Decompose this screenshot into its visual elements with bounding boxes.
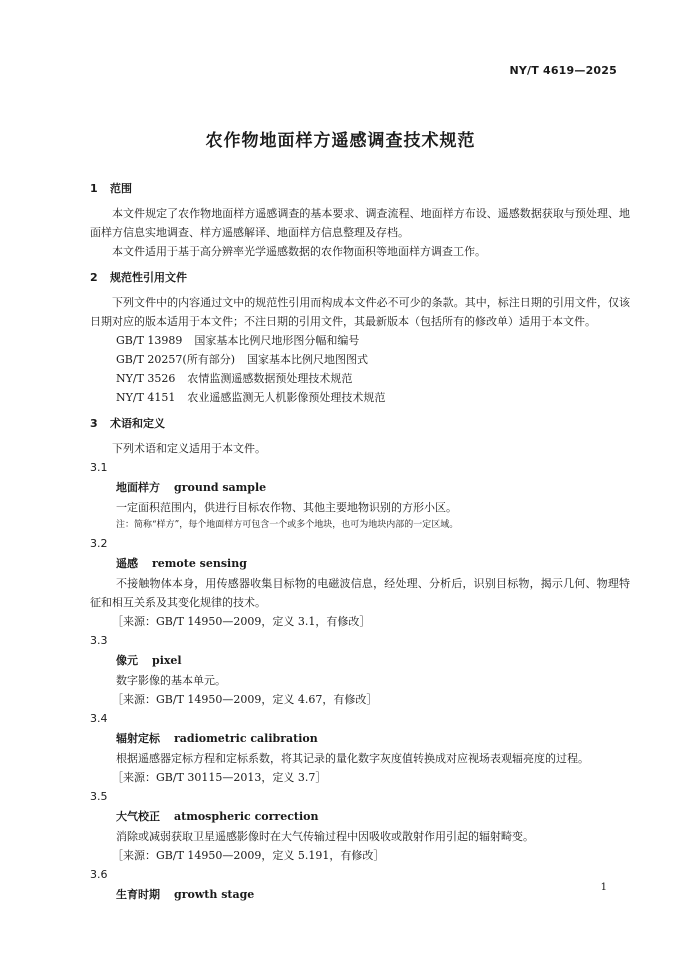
section-2-heading	[90, 267, 630, 289]
term-definition: 不接触物体本身，用传感器收集目标物的电磁波信息，经处理、分析后，识别目标物，揭示几何、物理特征和相互关系及其变化规律的技术。	[90, 577, 630, 609]
term-en: radiometric calibration	[174, 732, 318, 745]
section-3-intro: 下列术语和定义适用于本文件。	[112, 442, 266, 455]
document-body	[90, 178, 630, 905]
section-1-heading	[90, 178, 630, 200]
reference-title: 农业遥感监测无人机影像预处理技术规范	[187, 391, 386, 404]
term-heading	[90, 554, 630, 574]
term-number: 3.5	[90, 790, 108, 803]
term-source: ［来源：GB/T 30115—2013，定义 3.7］	[112, 771, 327, 784]
term-source: ［来源：GB/T 14950—2009，定义 3.1，有修改］	[112, 615, 371, 628]
reference-code: NY/T 4151	[116, 391, 176, 404]
term-heading	[90, 729, 630, 749]
term-source: ［来源：GB/T 14950—2009，定义 4.67，有修改］	[112, 693, 378, 706]
term-en: ground sample	[174, 481, 267, 494]
section-1-paragraph-1: 本文件规定了农作物地面样方遥感调查的基本要求、调查流程、地面样方布设、遥感数据获取与预处理、地面样方信息实地调查、样方遥感解译、地面样方信息整理及存档。	[90, 207, 630, 239]
reference-item	[90, 388, 630, 407]
term-zh: 地面样方	[116, 481, 160, 494]
term-zh: 生育时期	[116, 888, 160, 901]
term-heading	[90, 885, 630, 905]
section-title: 范围	[110, 182, 132, 195]
term-en: pixel	[152, 654, 182, 667]
term-zh: 大气校正	[116, 810, 160, 823]
term-definition: 数字影像的基本单元。	[116, 674, 226, 687]
term-definition: 根据遥感器定标方程和定标系数，将其记录的量化数字灰度值转换成对应视场表观辐亮度的过程。	[116, 752, 589, 765]
reference-title: 国家基本比例尺地图图式	[247, 353, 368, 366]
term-en: remote sensing	[152, 557, 247, 570]
term-note: 注：简称“样方”，每个地面样方可包含一个或多个地块，也可为地块内部的一定区域。	[116, 520, 459, 530]
term-definition: 一定面积范围内，供进行目标农作物、其他主要地物识别的方形小区。	[116, 501, 457, 514]
reference-item	[90, 331, 630, 350]
term-en: atmospheric correction	[174, 810, 319, 823]
term-zh: 像元	[116, 654, 138, 667]
reference-title: 农情监测遥感数据预处理技术规范	[187, 372, 353, 385]
reference-code: GB/T 13989	[116, 334, 183, 347]
section-3-heading	[90, 413, 630, 435]
term-number: 3.3	[90, 634, 108, 647]
section-number: 1	[90, 182, 98, 195]
reference-item	[90, 369, 630, 388]
term-heading	[90, 651, 630, 671]
term-heading	[90, 807, 630, 827]
reference-title: 国家基本比例尺地形图分幅和编号	[194, 334, 360, 347]
term-number: 3.1	[90, 461, 108, 474]
page-number: 1	[600, 882, 607, 893]
reference-code: GB/T 20257(所有部分)	[116, 353, 235, 366]
section-1-paragraph-2: 本文件适用于基于高分辨率光学遥感数据的农作物面积等地面样方调查工作。	[112, 245, 486, 258]
term-source: ［来源：GB/T 14950—2009，定义 5.191，有修改］	[112, 849, 385, 862]
document-title: 农作物地面样方遥感调查技术规范	[205, 131, 476, 151]
standard-code: NY/T 4619—2025	[509, 64, 617, 77]
term-zh: 辐射定标	[116, 732, 160, 745]
term-heading	[90, 478, 630, 498]
term-number: 3.4	[90, 712, 108, 725]
term-zh: 遥感	[116, 557, 138, 570]
section-2-paragraph-1: 下列文件中的内容通过文中的规范性引用而构成本文件必不可少的条款。其中，标注日期的引用文件，仅该日期对应的版本适用于本文件；不注日期的引用文件，其最新版本（包括所有的修改单）适用于本文件。	[90, 296, 630, 328]
section-number: 3	[90, 417, 98, 430]
section-number: 2	[90, 271, 98, 284]
section-title: 规范性引用文件	[110, 271, 187, 284]
term-number: 3.6	[90, 868, 108, 881]
reference-code: NY/T 3526	[116, 372, 176, 385]
reference-item	[90, 350, 630, 369]
term-en: growth stage	[174, 888, 255, 901]
section-title: 术语和定义	[110, 417, 165, 430]
term-definition: 消除或减弱获取卫星遥感影像时在大气传输过程中因吸收或散射作用引起的辐射畸变。	[116, 830, 534, 843]
term-number: 3.2	[90, 537, 108, 550]
